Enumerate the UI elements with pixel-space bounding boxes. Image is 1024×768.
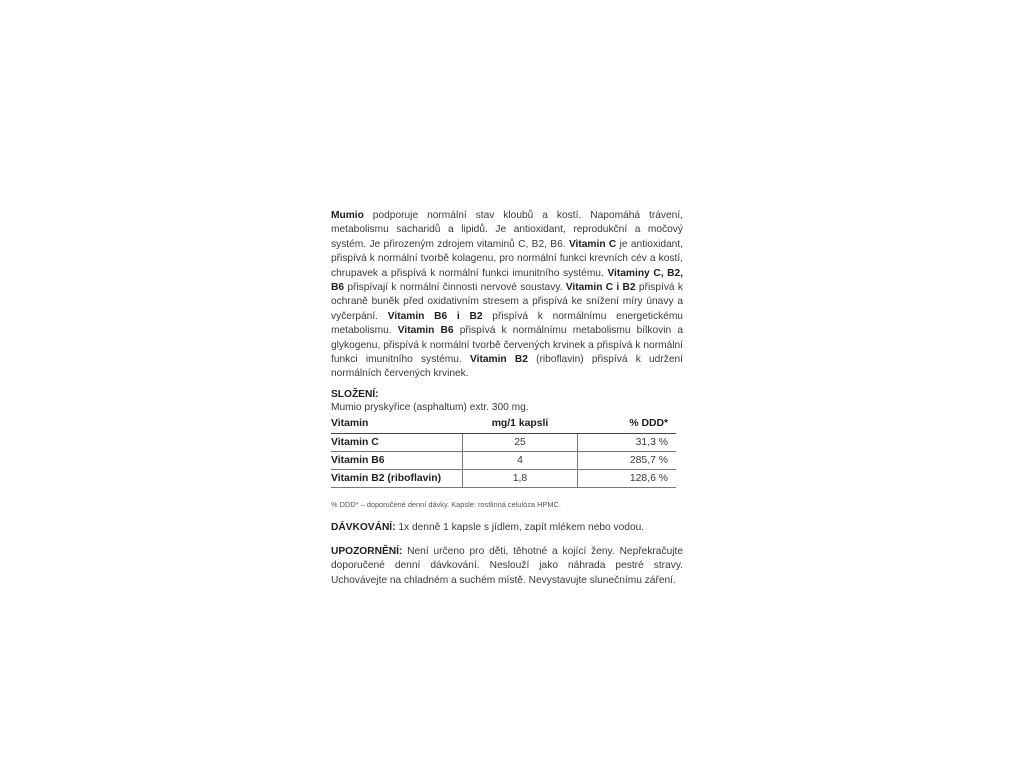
vitamin-table [331, 416, 676, 488]
intro-segment: přispívá k normálnímu energetickému metabolismu. [331, 310, 683, 337]
intro-segment: Vitamin B6 [397, 325, 454, 337]
column-header-amount: mg/1 kapsli [463, 416, 578, 434]
warning-label: UPOZORNĚNÍ: [331, 545, 403, 557]
product-label-text [331, 209, 683, 588]
amount-cell: 4 [463, 451, 578, 469]
intro-segment: (riboflavin) přispívá k udržení normálních červených krvinek. [331, 354, 683, 380]
warning-text: Není určeno pro děti, těhotné a kojící ženy. Nepřekračujte doporučené denní dávkování. Neslouží jako náhrada pestré stravy. Uchovávejte na chladném a suchém místě. Nevystavujte slunečnímu záření. [331, 545, 683, 586]
intro-segment: Vitamin B6 i B2 [387, 310, 483, 322]
ddd-cell: 285,7 % [578, 451, 677, 469]
column-header-vitamin: Vitamin [331, 416, 463, 434]
intro-segment: Vitamin C i B2 [565, 282, 636, 294]
dosage-label: DÁVKOVÁNÍ: [331, 521, 396, 533]
composition-text: Mumio pryskyřice (asphaltum) extr. 300 mg. [331, 401, 529, 413]
intro-segment: přispívá k ochraně buněk před oxidativním stresem a přispívá ke snížení míry únavy a vyčerpání. [331, 282, 683, 322]
composition-title: SLOŽENÍ: [331, 388, 379, 400]
intro-segment: Vitamin C [568, 238, 617, 250]
vitamin-name-cell: Vitamin B2 (riboflavin) [331, 469, 463, 487]
vitamin-name-cell: Vitamin C [331, 433, 463, 451]
intro-paragraph [331, 209, 683, 382]
table-row [331, 451, 676, 469]
amount-cell: 1,8 [463, 469, 578, 487]
intro-segment: je antioxidant, přispívá k normální tvorbě kolagenu, pro normální funkci krevních cév a kostí, chrupavek a přispívá k normální funkci imunitního systému. [331, 238, 683, 279]
intro-segment: Vitaminy C, B2, B6 [331, 267, 684, 294]
vitamin-name-cell: Vitamin B6 [331, 451, 463, 469]
ddd-cell: 31,3 % [578, 433, 677, 451]
dosage-paragraph [331, 521, 683, 535]
table-row [331, 433, 676, 451]
intro-segment: přispívají k normální činnosti nervové soustavy. [344, 282, 566, 294]
warning-paragraph [331, 545, 683, 588]
amount-cell: 25 [463, 433, 578, 451]
intro-segment: Vitamin B2 [470, 354, 528, 366]
dosage-text: 1x denně 1 kapsle s jídlem, zapít mlékem nebo vodou. [395, 521, 645, 533]
ddd-footnote: % DDD* – doporučené denní dávky. Kapsle: rostlinná celulóza HPMC. [331, 499, 561, 509]
intro-segment: podporuje normální stav kloubů a kostí. Napomáhá trávení, metabolismu sacharidů a lipidů. Je antioxidant, reprodukční a močový systém. Je přirozeným zdrojem vitaminů C, B2, B6. [331, 210, 683, 250]
ddd-cell: 128,6 % [578, 469, 677, 487]
column-header-ddd: % DDD* [578, 416, 677, 434]
table-header-row [331, 416, 676, 434]
intro-segment: přispívá k normálnímu metabolismu bílkovin a glykogenu, přispívá k normální tvorbě červených krvinek a přispívá k normální funkci imunitního systému. [331, 325, 683, 366]
intro-segment: Mumio [331, 210, 364, 221]
table-row [331, 469, 676, 487]
